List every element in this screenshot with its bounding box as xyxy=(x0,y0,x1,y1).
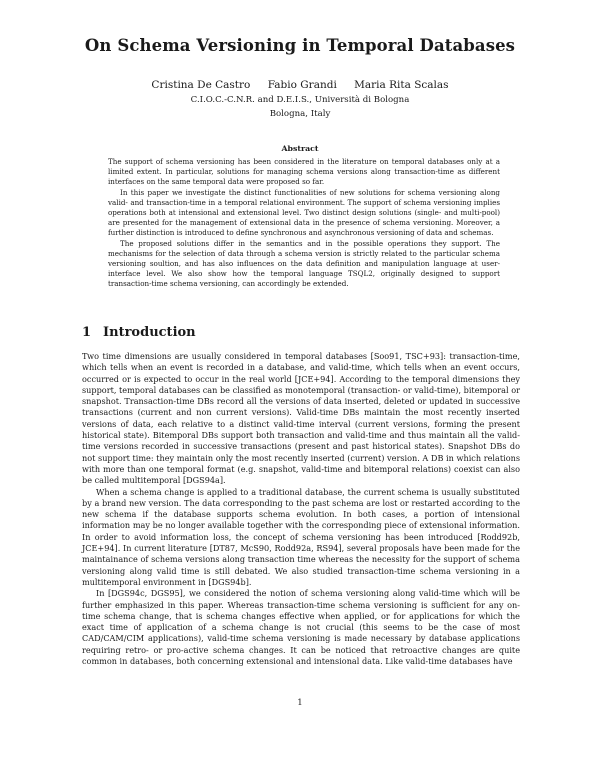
author-name: Maria Rita Scalas xyxy=(354,79,449,91)
abstract-paragraph: In this paper we investigate the distinct functionalities of new solutions for schema versioning along valid- and transaction-time in a temporal relational environment. The support of schema versioning implies operations both at intensional and extensional level. Two distinct design solutions (single- and multi-pool) are presented for the management of extensional data in the presence of schema versioning. Moreover, a further distinction is introduced to define synchronous and asynchronous versioning of data and schemas. xyxy=(108,187,500,238)
page-number: 1 xyxy=(297,698,303,708)
author-name: Cristina De Castro xyxy=(151,79,251,91)
author-list xyxy=(0,79,600,91)
section-number: 1 xyxy=(82,325,92,340)
affiliation: C.I.O.C.-C.N.R. and D.E.I.S., Università di Bologna xyxy=(190,95,410,105)
author-name: Fabio Grandi xyxy=(267,79,337,91)
section-heading xyxy=(82,325,196,340)
body-paragraph: When a schema change is applied to a traditional database, the current schema is usually substituted by a brand new version. The data corresponding to the past schema are lost or restarted according to the new schema if the database supports schema evolution. In both cases, a portion of intensional information may be no longer available together with the corresponding piece of extensional information. In order to avoid information loss, the concept of schema versioning has been introduced [Rodd92b, JCE+94]. In current literature [DT87, McS90, Rodd92a, RS94], several proposals have been made for the maintainance of schema versions along transaction time whereas the necessity for the support of schema versioning along valid time is still debated. We also studied transaction-time schema versioning in a multitemporal environment in [DGS94b]. xyxy=(82,486,520,587)
section-title: Introduction xyxy=(103,325,196,340)
body-text xyxy=(82,351,520,667)
abstract-heading: Abstract xyxy=(281,144,319,153)
abstract-paragraph: The proposed solutions differ in the semantics and in the possible operations they support. The mechanisms for the selection of data through a schema version is strictly related to the particular schema versioning soultion, and has also influences on the data definition and manipulation language at user-interface level. We also show how the temporal language TSQL2, originally designed to support transaction-time schema versioning, can accordingly be extended. xyxy=(108,238,500,289)
body-paragraph: In [DGS94c, DGS95], we considered the notion of schema versioning along valid-time which will be further emphasized in this paper. Whereas transaction-time schema versioning is sufficient for any on-time schema change, that is schema changes effective when applied, or for applications for which the exact time of application of a schema change is not crucial (this seems to be the case of most CAD/CAM/CIM applications), valid-time schema versioning is made necessary by database applications requiring retro- or pro-active schema changes. It can be noticed that retroactive changes are quite common in databases, both concerning extensional and intensional data. Like valid-time databases have xyxy=(82,588,520,667)
paper-title: On Schema Versioning in Temporal Databases xyxy=(84,36,516,55)
abstract-paragraph: The support of schema versioning has been considered in the literature on temporal databases only at a limited extent. In particular, solutions for managing schema versions along transaction-time as different interfaces on the same temporal data were proposed so far. xyxy=(108,157,500,187)
abstract xyxy=(108,157,500,290)
body-paragraph: Two time dimensions are usually considered in temporal databases [Soo91, TSC+93]: transaction-time, which tells when an event is recorded in a database, and valid-time, which tells when an event occurs, occurred or is expected to occur in the real world [JCE+94]. According to the temporal dimensions they support, temporal databases can be classified as monotemporal (transaction- or valid-time), bitemporal or snapshot. Transaction-time DBs record all the versions of data inserted, deleted or updated in successive transactions (current and non current versions). Valid-time DBs maintain the most recently inserted versions of data, each relative to a distinct valid-time interval (current versions, forming the present historical state). Bitemporal DBs support both transaction and valid-time and thus maintain all the valid-time versions recorded in successive transactions (present and past historical states). Snapshot DBs do not support time: they maintain only the most recently inserted (current) version. A DB in which relations with more than one temporal format (e.g. snapshot, valid-time and bitemporal relations) coexist can also be called multitemporal [DGS94a]. xyxy=(82,351,520,486)
location: Bologna, Italy xyxy=(269,109,331,119)
